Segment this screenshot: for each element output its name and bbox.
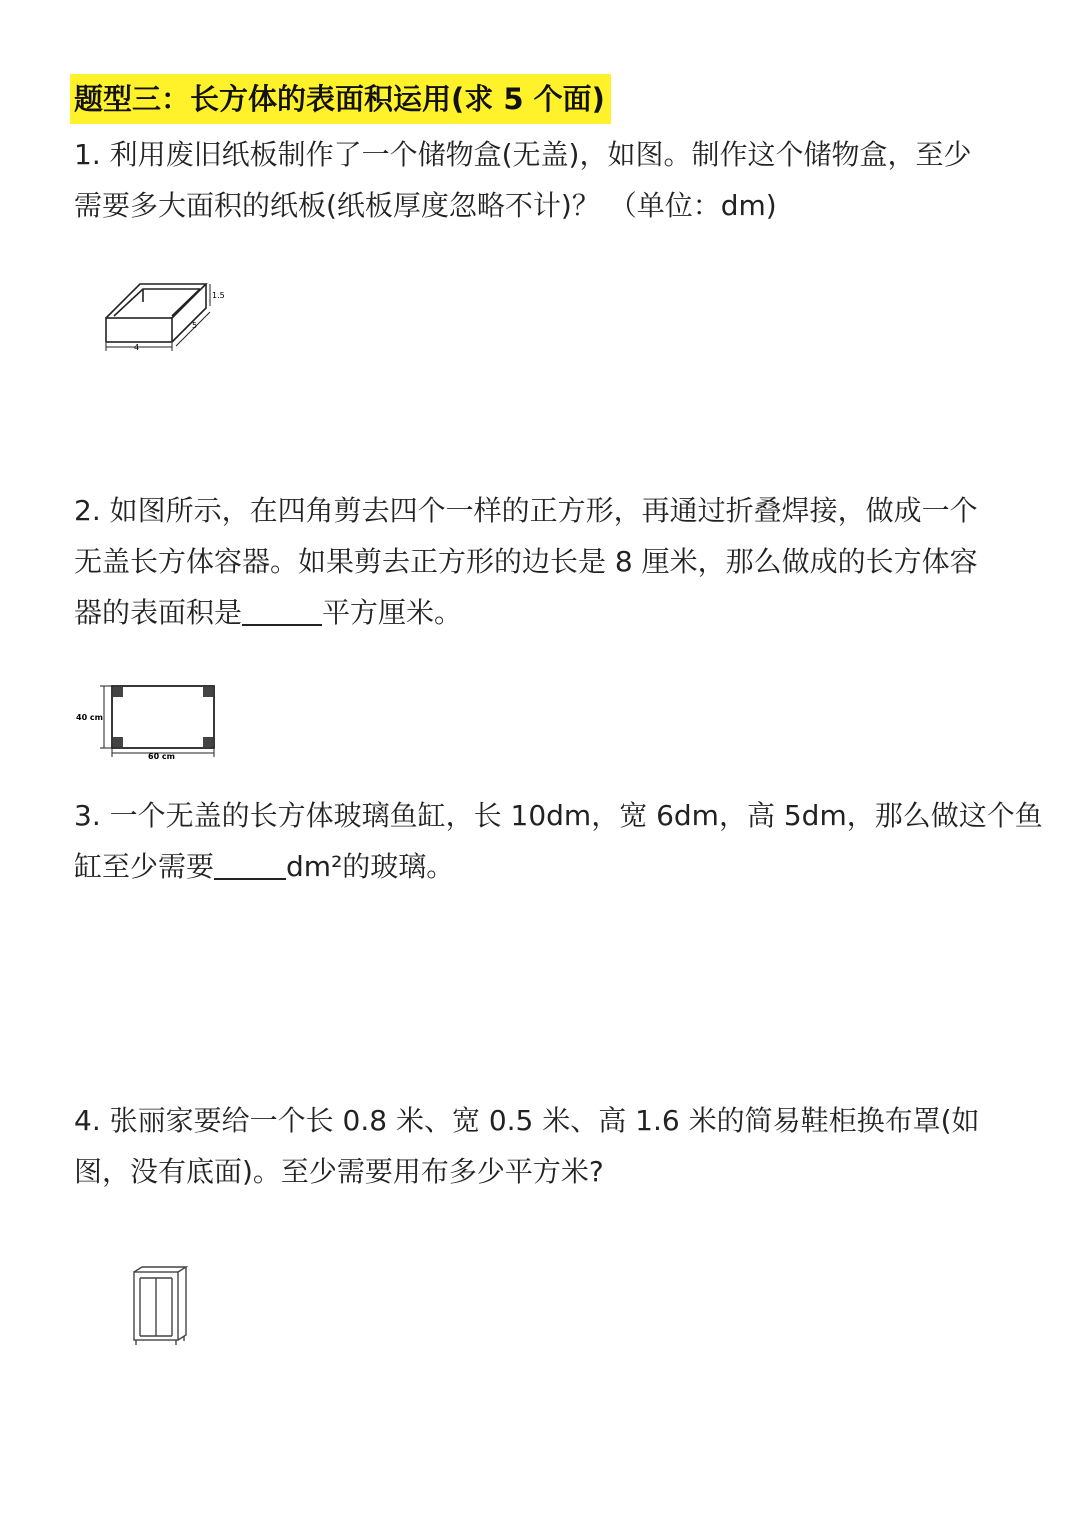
question-2-line-3-end: 平方厘米。 <box>322 596 463 629</box>
box-height-label: 1.5 <box>212 291 225 300</box>
question-4 <box>74 1095 1014 1197</box>
sheet-with-cut-corners-figure <box>76 678 221 767</box>
question-1-line-2: 需要多大面积的纸板(纸板厚度忽略不计)？ （单位：dm) <box>74 189 777 222</box>
question-4-line-2: 图，没有底面)。至少需要用布多少平方米? <box>74 1155 604 1188</box>
answer-blank-2[interactable] <box>242 594 322 626</box>
shoe-cabinet-figure <box>128 1264 194 1353</box>
question-2-line-3-start: 器的表面积是 <box>74 596 243 629</box>
question-3-line-1: 3. 一个无盖的长方体玻璃鱼缸，长 10dm，宽 6dm，高 5dm，那么做这个鱼 <box>74 799 1043 832</box>
question-2-line-2: 无盖长方体容器。如果剪去正方形的边长是 8 厘米，那么做成的长方体容 <box>74 545 978 578</box>
question-1 <box>74 129 1014 231</box>
storage-box-figure <box>100 280 230 359</box>
question-3-line-2-end: dm²的玻璃。 <box>286 850 455 883</box>
question-2-line-1: 2. 如图所示，在四角剪去四个一样的正方形，再通过折叠焊接，做成一个 <box>74 494 978 527</box>
question-3 <box>74 790 1043 892</box>
answer-blank-3[interactable] <box>214 848 286 880</box>
question-4-line-1: 4. 张丽家要给一个长 0.8 米、宽 0.5 米、高 1.6 米的简易鞋柜换布罩(如 <box>74 1104 980 1137</box>
sheet-height-label: 40 cm <box>76 713 103 722</box>
question-2-line-3 <box>74 587 1014 638</box>
box-length-label: 4 <box>134 343 140 352</box>
box-width-label: 5 <box>192 321 198 330</box>
sheet-width-label: 60 cm <box>148 752 175 761</box>
section-title: 题型三：长方体的表面积运用(求 5 个面) <box>70 74 611 124</box>
question-1-line-1: 1. 利用废旧纸板制作了一个储物盒(无盖)，如图。制作这个储物盒，至少 <box>74 138 972 171</box>
question-3-line-2-start: 缸至少需要 <box>74 850 215 883</box>
question-2 <box>74 485 1014 638</box>
question-3-line-2 <box>74 841 1014 892</box>
